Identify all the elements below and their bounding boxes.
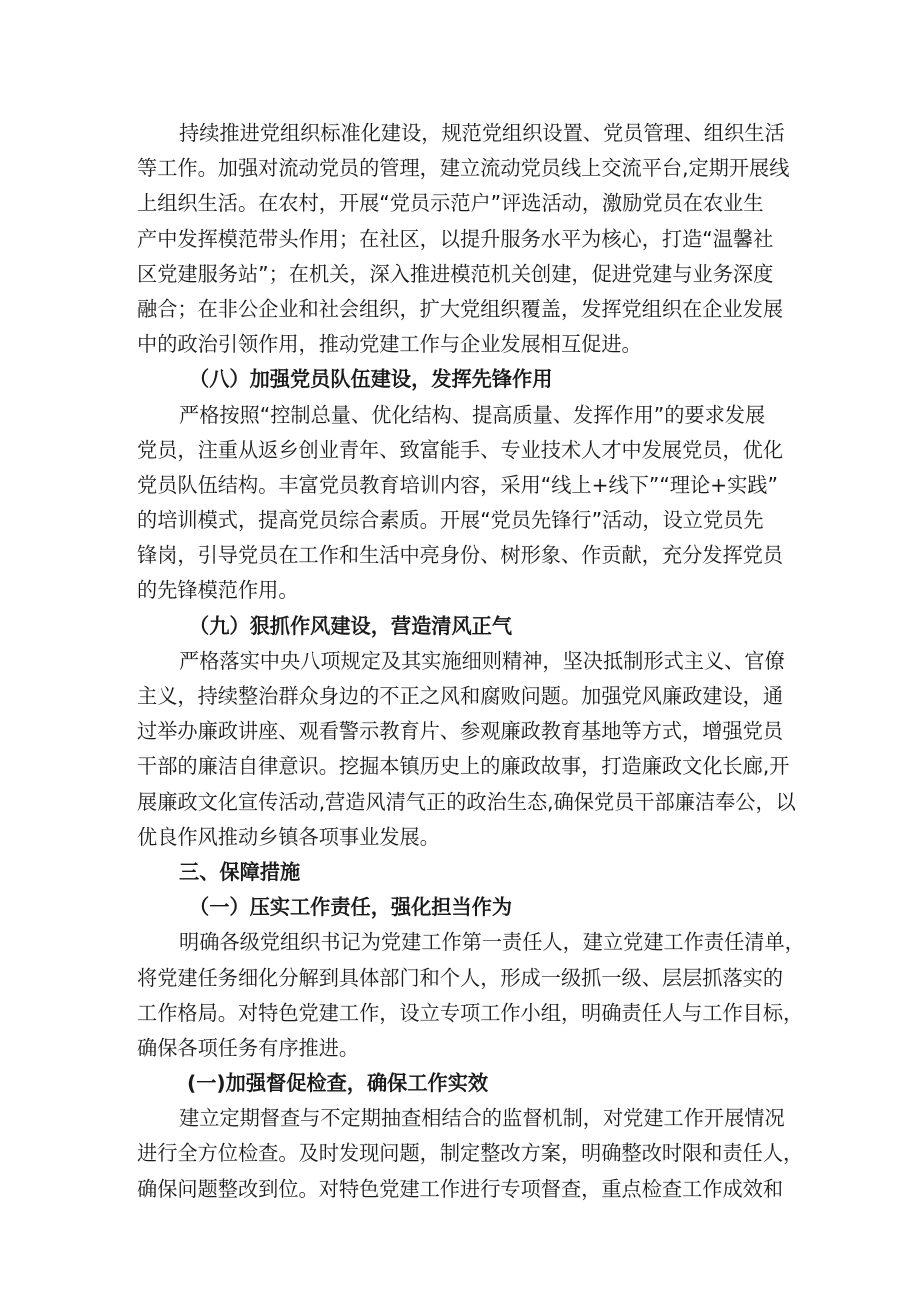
text-line: 将党建任务细化分解到具体部门和个人，形成一级抓一级、层层抓落实的 bbox=[137, 965, 784, 990]
text-line: （八）加强党员队伍建设，发挥先锋作用 bbox=[189, 367, 553, 392]
text-line: 过举办廉政讲座、观看警示教育片、参观廉政教育基地等方式，增强党员 bbox=[137, 719, 784, 744]
text-line: 确保各项任务有序推进。 bbox=[137, 1035, 360, 1060]
text-line: 建立定期督查与不定期抽查相结合的监督机制，对党建工作开展情况 bbox=[179, 1106, 785, 1131]
document-body bbox=[137, 116, 805, 1207]
text-line: 持续推进党组织标准化建设，规范党组织设置、党员管理、组织生活 bbox=[179, 121, 785, 145]
text-line: 三、保障措施 bbox=[179, 859, 301, 884]
text-line: （九）狠抓作风建设，营造清风正气 bbox=[189, 613, 513, 638]
text-line: 严格落实中央八项规定及其实施细则精神，坚决抵制形式主义、官僚 bbox=[179, 648, 785, 673]
text-line: 工作格局。对特色党建工作，设立专项工作小组，明确责任人与工作目标， bbox=[137, 1000, 804, 1025]
subsection-heading bbox=[137, 1066, 783, 1101]
body-paragraph bbox=[137, 644, 796, 855]
text-line: 的先锋模范作用。 bbox=[137, 578, 299, 603]
text-line: 党员，注重从返乡创业青年、致富能手、专业技术人才中发展党员，优化 bbox=[137, 437, 784, 462]
body-paragraph bbox=[137, 925, 805, 1066]
subsection-heading bbox=[137, 609, 783, 644]
section-heading bbox=[137, 855, 783, 890]
text-line: 确保问题整改到位。对特色党建工作进行专项督查，重点检查工作成效和 bbox=[137, 1176, 784, 1201]
text-line: (一)加强督促检查，确保工作实效 bbox=[187, 1071, 489, 1096]
body-paragraph bbox=[137, 1101, 804, 1207]
text-line: 严格按照“控制总量、优化结构、提高质量、发挥作用”的要求发展 bbox=[179, 402, 766, 427]
text-line: 等工作。加强对流动党员的管理，建立流动党员线上交流平台,定期开展线 bbox=[137, 156, 790, 181]
text-line: 锋岗，引导党员在工作和生活中亮身份、树形象、作贡献，充分发挥党员 bbox=[137, 543, 784, 568]
text-line: 中的政治引领作用，推动党建工作与企业发展相互促进。 bbox=[137, 332, 642, 357]
text-line: 融合；在非公企业和社会组织，扩大党组织覆盖，发挥党组织在企业发展 bbox=[137, 296, 784, 321]
text-line: 主义，持续整治群众身边的不正之风和腐败问题。加强党风廉政建设，通 bbox=[137, 684, 784, 708]
text-line: 展廉政文化宣传活动,营造风清气正的政治生态,确保党员干部廉洁奉公，以 bbox=[137, 789, 796, 814]
text-line: 区党建服务站”；在机关，深入推进模范机关创建，促进党建与业务深度 bbox=[137, 261, 774, 286]
text-line: 干部的廉洁自律意识。挖掘本镇历史上的廉政故事，打造廉政文化长廊,开 bbox=[137, 754, 790, 779]
text-line: （一）压实工作责任，强化担当作为 bbox=[189, 895, 513, 920]
subsection-heading bbox=[137, 890, 783, 925]
subsection-heading bbox=[137, 362, 783, 397]
text-line: 的培训模式，提高党员综合素质。开展“党员先锋行”活动，设立党员先 bbox=[137, 508, 764, 533]
text-line: 上组织生活。在农村，开展“党员示范户”评选活动，激励党员在农业生 bbox=[137, 191, 764, 216]
text-line: 进行全方位检查。及时发现问题，制定整改方案，明确整改时限和责任人， bbox=[137, 1141, 804, 1166]
text-line: 明确各级党组织书记为党建工作第一责任人，建立党建工作责任清单， bbox=[179, 930, 805, 955]
text-line: 优良作风推动乡镇各项事业发展。 bbox=[137, 824, 440, 849]
text-line: 党员队伍结构。丰富党员教育培训内容，采用“线上+线下”“理论+实践” bbox=[137, 472, 778, 497]
body-paragraph bbox=[137, 116, 790, 362]
body-paragraph bbox=[137, 398, 783, 609]
text-line: 产中发挥模范带头作用；在社区，以提升服务水平为核心，打造“温馨社 bbox=[137, 226, 774, 251]
